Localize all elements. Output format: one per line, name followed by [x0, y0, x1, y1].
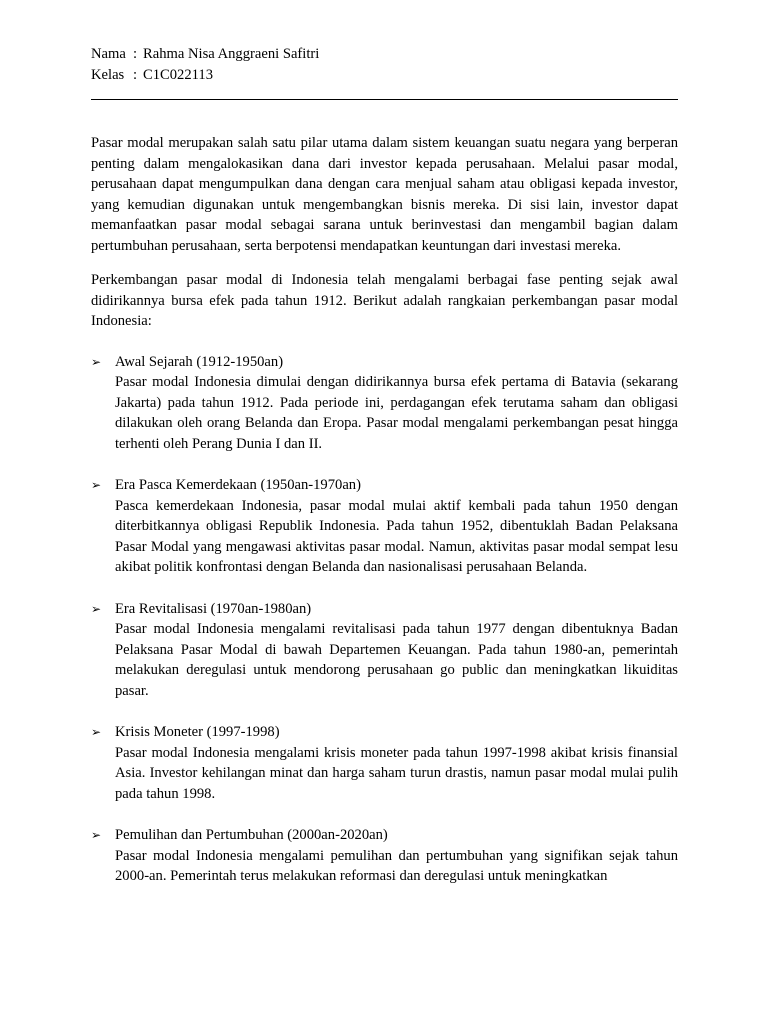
name-label: Nama: [91, 46, 126, 62]
document-body: [91, 133, 678, 908]
list-item: [91, 352, 678, 455]
list-item: [91, 825, 678, 887]
student-header: [91, 44, 319, 85]
arrowhead-bullet-icon: ➢: [91, 828, 102, 842]
section-title: Era Pasca Kemerdekaan (1950an-1970an): [115, 477, 361, 493]
section-text: Pasar modal Indonesia dimulai dengan didirikannya bursa efek pertama di Batavia (sekarang Jakarta) pada tahun 1912. Pada periode ini, perdagangan efek terutama saham dan obligasi dilakukan oleh orang Belanda dan Eropa. Pasar modal mengalami perkembangan pesat hingga terhenti oleh Perang Dunia I dan II.: [115, 374, 678, 452]
section-title: Awal Sejarah (1912-1950an): [115, 353, 284, 370]
intro-paragraph: Pasar modal merupakan salah satu pilar utama dalam sistem keuangan suatu negara yang berperan penting dalam mengalokasikan dana dari investor kepada perusahaan. Melalui pasar modal, perusahaan dapat mengumpulkan dana dengan cara menjual saham atau obligasi kepada investor, yang kemudian digunakan untuk mengembangkan bisnis mereka. Di sisi lain, investor dapat memanfaatkan pasar modal sebagai sarana untuk berinvestasi dan mengambil bagian dalam pertumbuhan perusahaan, serta berpotensi mendapatkan keuntungan dari investasi mereka.: [91, 135, 678, 254]
section-text: Pasca kemerdekaan Indonesia, pasar modal mulai aktif kembali pada tahun 1950 dengan diterbitkannya obligasi Republik Indonesia. Pada tahun 1952, dibentuklah Badan Pelaksana Pasar Modal yang mengawasi aktivitas pasar modal. Namun, aktivitas pasar modal sempat lesu akibat politik konfrontasi dengan Belanda dan nasionalisasi perusahaan Belanda.: [115, 497, 678, 575]
list-item: [91, 475, 678, 578]
history-list: [91, 352, 678, 887]
section-text: Pasar modal Indonesia mengalami krisis moneter pada tahun 1997-1998 akibat krisis finansial Asia. Investor kehilangan minat dan harga saham turun drastis, namun pasar modal mulai pulih pada tahun 1998.: [115, 744, 678, 802]
header-divider: [91, 99, 678, 100]
name-colon: :: [133, 46, 138, 62]
section-title: Pemulihan dan Pertumbuhan (2000an-2020an): [115, 827, 388, 843]
section-title: Krisis Moneter (1997-1998): [115, 724, 280, 740]
arrowhead-bullet-icon: ➢: [91, 478, 102, 492]
section-text: Pasar modal Indonesia mengalami pemulihan dan pertumbuhan yang signifikan sejak tahun 2000-an. Pemerintah terus melakukan reformasi dan deregulasi untuk meningkatkan: [115, 847, 678, 884]
development-paragraph: Perkembangan pasar modal di Indonesia telah mengalami berbagai fase penting sejak awal didirikannya bursa efek pada tahun 1912. Berikut adalah rangkaian perkembangan pasar modal Indonesia:: [91, 272, 678, 329]
section-text: Pasar modal Indonesia mengalami revitalisasi pada tahun 1977 dengan dibentuknya Badan Pelaksana Pasar Modal di bawah Departemen Keuangan. Pada tahun 1980-an, pemerintah melakukan deregulasi untuk mendorong perusahaan go public dan meningkatkan likuiditas pasar.: [115, 621, 678, 699]
arrowhead-bullet-icon: ➢: [91, 725, 102, 739]
arrowhead-bullet-icon: ➢: [91, 601, 102, 616]
class-row: [91, 65, 319, 86]
name-value: Rahma Nisa Anggraeni Safitri: [143, 46, 320, 62]
class-value: C1C022113: [143, 66, 214, 83]
class-colon: :: [133, 66, 138, 83]
class-label: Kelas: [91, 66, 125, 83]
name-row: [91, 44, 319, 65]
list-item: [91, 599, 678, 702]
arrowhead-bullet-icon: ➢: [91, 354, 102, 369]
section-title: Era Revitalisasi (1970an-1980an): [115, 600, 312, 617]
list-item: [91, 722, 678, 804]
